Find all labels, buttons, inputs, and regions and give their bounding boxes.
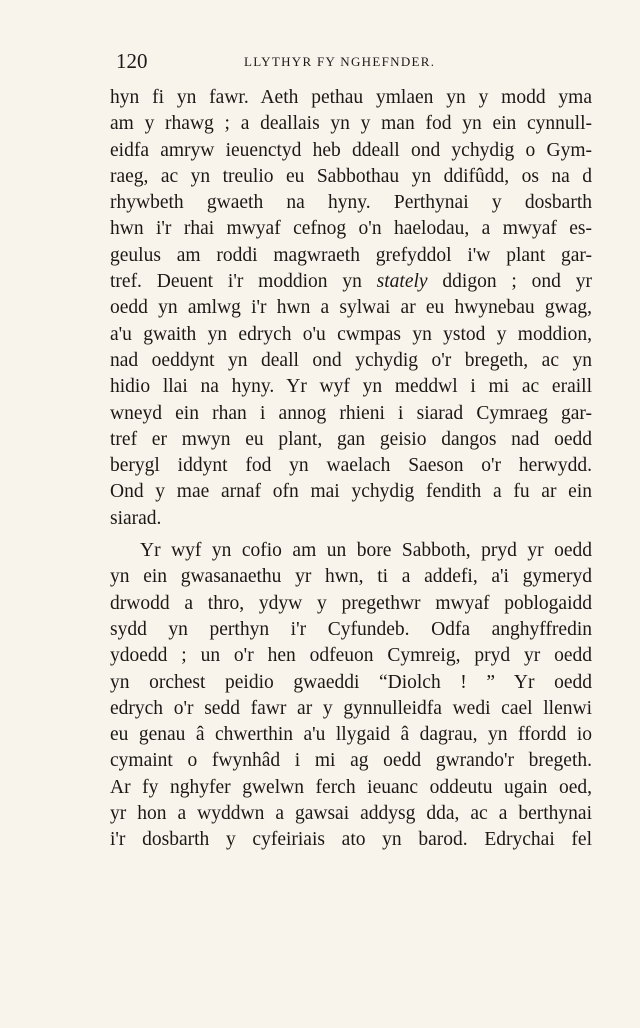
text-line: hidio llai na hyny. Yr wyf yn meddwl i mi ac eraill [110, 376, 592, 398]
text-line: ydoedd ; un o'r hen odfeuon Cymreig, pryd yr oedd [110, 645, 592, 667]
text-line: yn orchest peidio gwaeddi “Diolch ! ” Yr oedd [110, 671, 592, 693]
text-line: rhywbeth gwaeth na hyny. Perthynai y dosbarth [110, 192, 592, 214]
text-line: wneyd ein rhan i annog rhieni i siarad Cymraeg gar- [110, 402, 592, 424]
text-line: hyn fi yn fawr. Aeth pethau ymlaen yn y modd yma [110, 87, 592, 108]
text-line: tref er mwyn eu plant, gan geisio dangos nad oedd [110, 428, 592, 450]
page-header [116, 48, 590, 78]
text-line: eidfa amryw ieuenctyd heb ddeall ond ychydig o Gym- [110, 139, 592, 161]
text-line: am y rhawg ; a deallais yn y man fod yn ein cynnull- [110, 113, 592, 135]
text-line: nad oeddynt yn deall ond ychydig o'r bregeth, ac yn [110, 349, 592, 371]
text-fragment: tref. Deuent i'r moddion yn [110, 271, 377, 293]
text-line: siarad. [110, 507, 162, 529]
text-line: a'u gwaith yn edrych o'u cwmpas yn ystod y moddion, [110, 323, 592, 345]
text-line: edrych o'r sedd fawr ar y gynnulleidfa wedi cael llenwi [110, 697, 592, 719]
text-line [110, 269, 592, 295]
text-fragment: ddigon ; ond yr [427, 271, 592, 293]
text-line: Yr wyf yn cofio am un bore Sabboth, pryd yr oedd [140, 540, 592, 562]
text-line: oedd yn amlwg i'r hwn a sylwai ar eu hwynebau gwag, [110, 297, 592, 319]
paragraph-1 [110, 85, 592, 532]
text-line: yn ein gwasanaethu yr hwn, ti a addefi, a'i gymeryd [110, 566, 592, 588]
text-line: Ar fy nghyfer gwelwn ferch ieuanc oddeutu ugain oed, [110, 776, 592, 798]
body-text [110, 85, 592, 854]
text-line: Ond y mae arnaf ofn mai ychydig fendith a fu ar ein [110, 481, 592, 503]
italic-word: stately [376, 271, 428, 293]
text-line: sydd yn perthyn i'r Cyfundeb. Odfa anghyffredin [110, 618, 592, 640]
text-line: raeg, ac yn treulio eu Sabbothau yn ddifûdd, os na d [110, 165, 592, 187]
text-line: cymaint o fwynhâd i mi ag oedd gwrando'r bregeth. [110, 750, 592, 772]
page-number: 120 [116, 49, 148, 73]
text-line: berygl iddynt fod yn waelach Saeson o'r herwydd. [110, 455, 592, 477]
text-line: geulus am roddi magwraeth grefyddol i'w plant gar- [110, 244, 592, 266]
text-line: drwodd a thro, ydyw y pregethwr mwyaf poblogaidd [110, 592, 592, 614]
text-line: hwn i'r rhai mwyaf cefnog o'n haelodau, a mwyaf es- [110, 218, 592, 240]
text-line: i'r dosbarth y cyfeiriais ato yn barod. Edrychai fel [110, 829, 592, 851]
paragraph-2 [110, 538, 592, 854]
text-line: eu genau â chwerthin a'u llygaid â dagrau, yn ffordd io [110, 724, 592, 746]
running-head: LLYTHYR FY NGHEFNDER. [244, 54, 436, 69]
text-line: yr hon a wyddwn a gawsai addysg dda, ac a berthynai [110, 803, 592, 825]
